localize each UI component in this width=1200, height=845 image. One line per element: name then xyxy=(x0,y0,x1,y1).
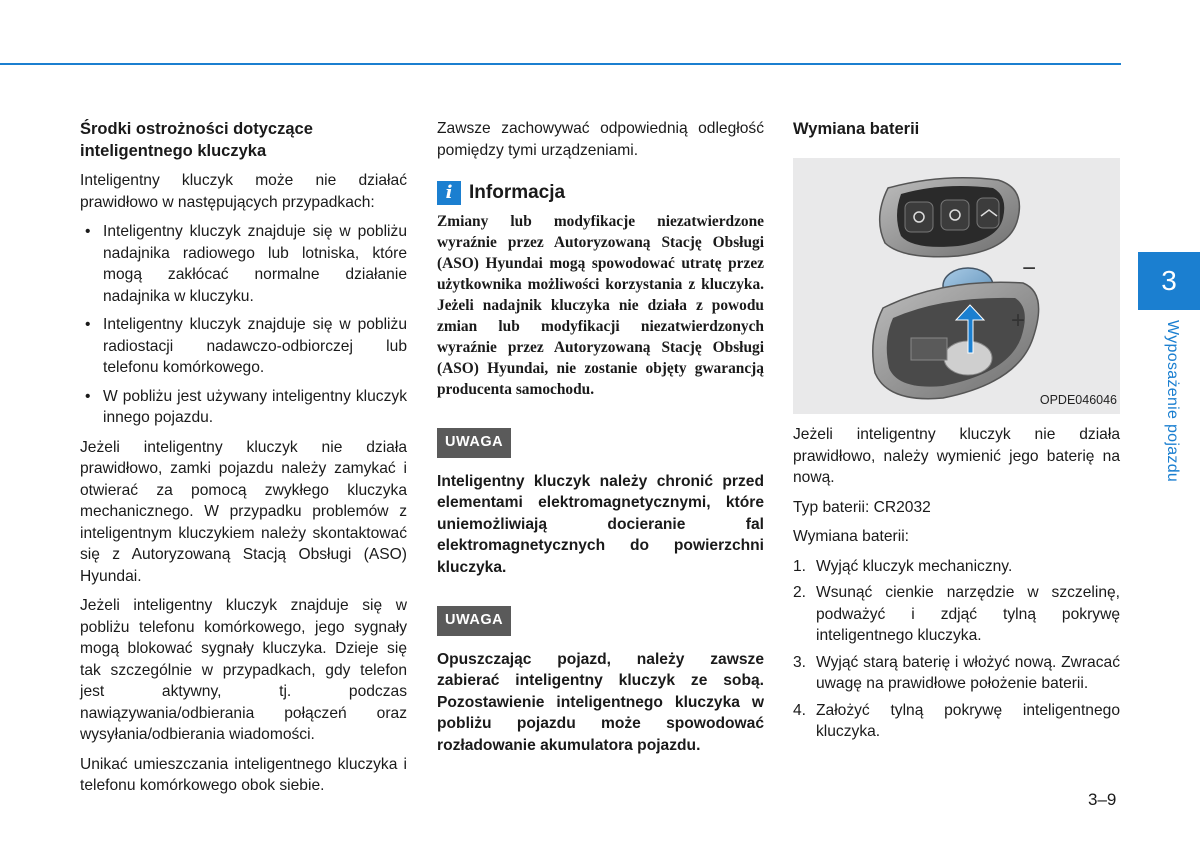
figure-code: OPDE046046 xyxy=(1039,392,1117,407)
step-number: 3. xyxy=(793,653,807,671)
list-item xyxy=(793,556,1120,578)
step-number: 2. xyxy=(793,584,807,601)
info-header xyxy=(437,181,764,205)
key-fob-illustration xyxy=(793,158,1120,414)
column-left xyxy=(80,118,407,805)
plus-sign: + xyxy=(1011,307,1026,334)
warning-badge: UWAGA xyxy=(437,428,511,458)
info-body: Zmiany lub modyfikacje niezatwierdzone wyraźnie przez Autoryzowaną Stację Obsługi (ASO) Hyundai mogą spowodować utratę przez użytkownika możliwości korzystania z kluczyka. Jeżeli nadajnik kluczyka nie działa z powodu zmian lub modyfikacji niezatwierdzonych wyraźnie przez Autoryzowaną Stację Obsługi (ASO) Hyundai, nie zostanie objęty gwarancją producenta samochodu. xyxy=(437,213,764,398)
section-heading-precautions: Środki ostrożności dotyczące inteligentnego kluczyka xyxy=(80,120,313,160)
column-right xyxy=(793,118,1120,748)
step-text: Wyjąć starą baterię i włożyć nową. Zwracać uwagę na prawidłowe położenie baterii. xyxy=(816,653,1120,692)
paragraph: Jeżeli inteligentny kluczyk nie działa prawidłowo, zamki pojazdu należy zamykać i otwierać za pomocą zwykłego kluczyka mechanicznego. W przypadku problemów z inteligentnym kluczykiem należy skontaktować się z Autoryzowaną Stacją Obsługi (ASO) Hyundai. xyxy=(80,438,407,585)
list-item xyxy=(793,700,1120,743)
intro-paragraph: Inteligentny kluczyk może nie działać prawidłowo w następujących przypadkach: xyxy=(80,172,407,211)
step-text: Wsunąć cienkie narzędzie w szczelinę, podważyć i zdjąć tylną pokrywę inteligentnego kluczyka. xyxy=(816,584,1120,644)
page-number: 3–9 xyxy=(1088,790,1117,809)
battery-type: Typ baterii: CR2032 xyxy=(793,498,931,516)
warning-badge: UWAGA xyxy=(437,606,511,636)
paragraph: Unikać umieszczania inteligentnego kluczyka i telefonu komórkowego obok siebie. xyxy=(80,755,407,794)
steps-title: Wymiana baterii: xyxy=(793,528,909,545)
list-item xyxy=(793,652,1120,695)
warning-text: Inteligentny kluczyk należy chronić przed elementami elektromagnetycznymi, które uniemożliwiają docieranie fal elektromagnetycznych do powierzchni kluczyka. xyxy=(437,472,764,576)
step-text: Założyć tylną pokrywę inteligentnego kluczyka. xyxy=(816,701,1120,740)
list-item: • W pobliżu jest używany inteligentny kluczyk innego pojazdu. xyxy=(80,386,407,429)
column-middle xyxy=(437,118,764,756)
list-item xyxy=(793,582,1120,647)
list-item: • Inteligentny kluczyk znajduje się w pobliżu radiostacji nadawczo-odbiorczej lub telefonu komórkowego. xyxy=(80,314,407,379)
minus-sign: − xyxy=(1022,255,1037,282)
info-icon: i xyxy=(437,181,461,205)
bullet-list xyxy=(80,221,407,429)
paragraph: Zawsze zachowywać odpowiednią odległość pomiędzy tymi urządzeniami. xyxy=(437,120,764,159)
chapter-tab: 3 xyxy=(1138,252,1200,310)
key-battery-figure xyxy=(793,158,1120,414)
step-number: 4. xyxy=(793,701,807,719)
header-rule xyxy=(0,63,1121,65)
section-heading-battery: Wymiana baterii xyxy=(793,120,920,138)
steps-list xyxy=(793,556,1120,743)
paragraph: Jeżeli inteligentny kluczyk nie działa prawidłowo, należy wymienić jego baterię na nową. xyxy=(793,426,1120,486)
info-title: Informacja xyxy=(469,182,566,204)
paragraph: Jeżeli inteligentny kluczyk znajduje się w pobliżu telefonu komórkowego, jego sygnały mogą blokować sygnały kluczyka. Dzieje się tak szczególnie w przypadkach, gdy telefon jest aktywny, tj. podczas nawiązywania/odbierania połączeń oraz wysyłania/odbierania wiadomości. xyxy=(80,597,407,743)
step-text: Wyjąć kluczyk mechaniczny. xyxy=(816,557,1013,575)
list-item: • Inteligentny kluczyk znajduje się w pobliżu nadajnika radiowego lub lotniska, które mogą zakłócać normalne działanie nadajnika w kluczyku. xyxy=(80,221,407,307)
chapter-title: Wyposażenie pojazdu xyxy=(1164,320,1181,483)
warning-text: Opuszczając pojazd, należy zawsze zabierać inteligentny kluczyk ze sobą. Pozostawienie inteligentnego kluczyka w pobliżu pojazdu może spowodować rozładowanie akumulatora pojazdu. xyxy=(437,650,764,754)
step-number: 1. xyxy=(793,557,807,575)
